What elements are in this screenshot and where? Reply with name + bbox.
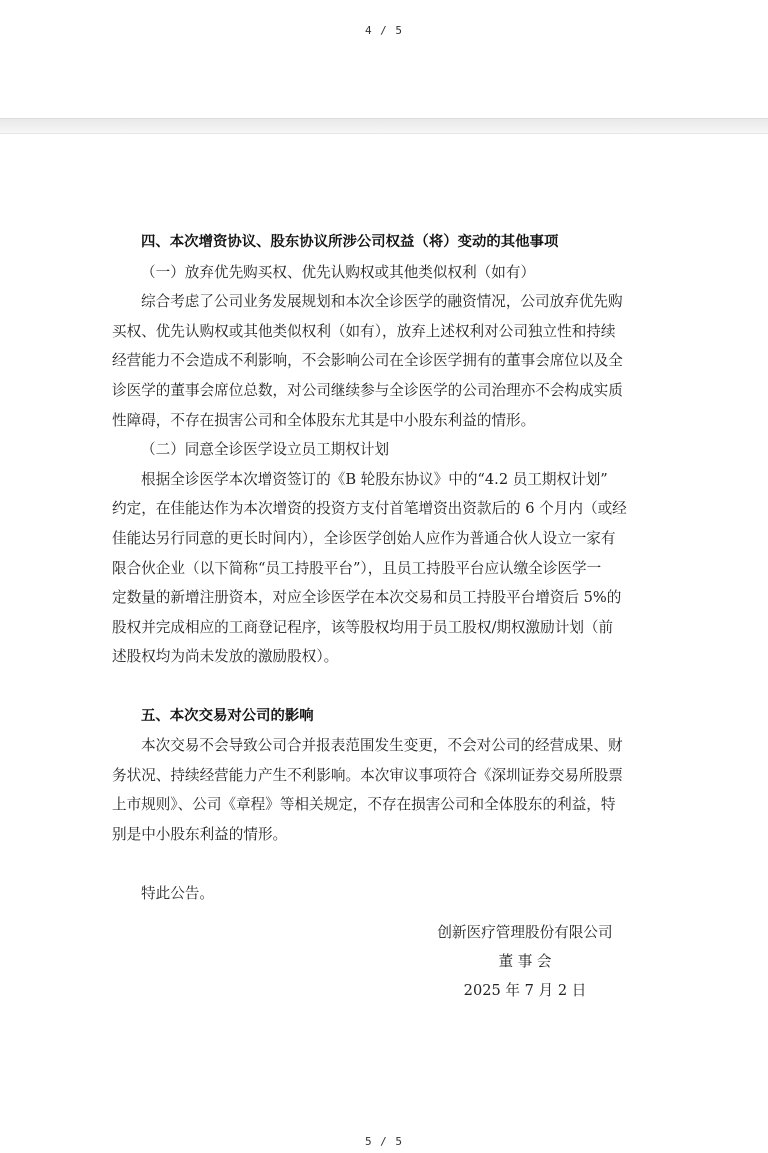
closing-statement: 特此公告。	[141, 885, 214, 903]
blank-line	[141, 849, 638, 879]
paragraph-line: 务状况、持续经营能力产生不利影响。本次审议事项符合《深圳证券交易所股票	[112, 766, 623, 784]
paragraph-line: 定数量的新增注册资本，对应全诊医学在本次交易和员工持股平台增资后 5%的	[112, 589, 622, 607]
subheading-2: （二）同意全诊医学设立员工期权计划	[141, 441, 390, 459]
signature-board: 董 事 会	[498, 953, 552, 970]
paragraph-line: 综合考虑了公司业务发展规划和本次全诊医学的融资情况，公司放弃优先购	[141, 293, 623, 311]
paragraph-line: 限合伙企业（以下简称“员工持股平台”），且员工持股平台应认缴全诊医学一	[112, 559, 602, 577]
page-number-bottom: 5 / 5	[364, 1135, 404, 1148]
paragraph-line: 佳能达另行同意的更长时间内），全诊医学创始人应作为普通合伙人设立一家有	[112, 529, 616, 547]
blank-line	[141, 672, 638, 702]
page-separator	[0, 118, 768, 134]
paragraph-line: 诊医学的董事会席位总数，对公司继续参与全诊医学的公司治理亦不会构成实质	[112, 381, 623, 399]
paragraph-line: 股权并完成相应的工商登记程序，该等股权均用于员工股权/期权激励计划（前	[112, 618, 614, 636]
subheading-1	[141, 258, 638, 288]
paragraph-line: 性障碍，不存在损害公司和全体股东尤其是中小股东利益的情形。	[112, 411, 536, 429]
section-heading-5: 五、本次交易对公司的影响	[141, 707, 314, 724]
paragraph-1	[112, 287, 638, 435]
previous-page-bottom	[0, 0, 768, 118]
paragraph-line: 述股权均为尚未发放的激励股权）。	[112, 648, 339, 666]
document-body	[112, 228, 638, 909]
paragraph-line: 买权、优先认购权或其他类似权利（如有），放弃上述权利对公司独立性和持续	[112, 322, 616, 340]
paragraph-line: 约定，在佳能达作为本次增资的投资方支付首笔增资出资款后的 6 个月内（或经	[112, 500, 627, 518]
paragraph-3	[112, 731, 638, 849]
paragraph-line: 根据全诊医学本次增资签订的《B 轮股东协议》中的“4.2 员工期权计划”	[141, 470, 608, 488]
paragraph-line: 经营能力不会造成不利影响，不会影响公司在全诊医学拥有的董事会席位以及全	[112, 352, 623, 370]
signature-company: 创新医疗管理股份有限公司	[437, 924, 613, 941]
section-heading-4: 四、本次增资协议、股东协议所涉公司权益（将）变动的其他事项	[141, 234, 559, 250]
subheading-1-text: （一）放弃优先购买权、优先认购权或其他类似权利（如有）	[141, 263, 536, 281]
paragraph-2	[112, 465, 638, 672]
page-number-top: 4 / 5	[364, 24, 404, 37]
paragraph-line: 本次交易不会导致公司合并报表范围发生变更，不会对公司的经营成果、财	[141, 737, 623, 755]
signature-date: 2025 年 7 月 2 日	[463, 982, 587, 999]
paragraph-line: 上市规则》、公司《章程》等相关规定，不存在损害公司和全体股东的利益，特	[112, 796, 616, 814]
paragraph-line: 别是中小股东利益的情形。	[112, 825, 288, 843]
